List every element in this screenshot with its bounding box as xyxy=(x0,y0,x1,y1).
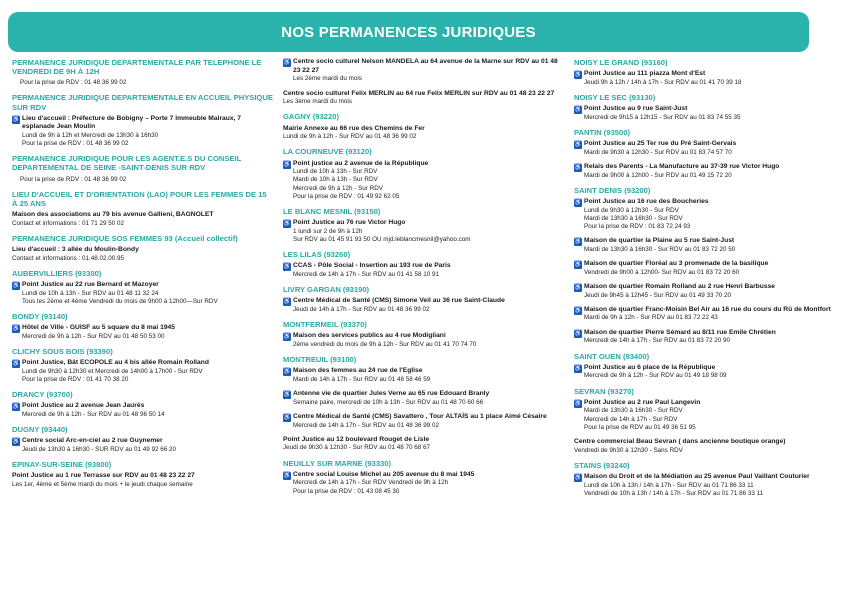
wheelchair-accessible-icon: ♿ xyxy=(12,404,20,411)
location-name: Point Justice au 22 rue Bernard et Mazoyer xyxy=(22,280,159,288)
section xyxy=(12,269,274,306)
location-entry xyxy=(283,471,565,496)
wheelchair-accessible-icon: ♿ xyxy=(283,392,291,399)
section-heading: PERMANENCE JURIDIQUE DEPARTEMENTALE PAR TELEPHONE LE VENDREDI DE 9H À 12H xyxy=(12,58,262,77)
schedule-line: 2ème vendredi du mois de 9h à 12h - Sur RDV au 01 41 70 74 70 xyxy=(293,340,477,348)
section-heading: PERMANENCE JURIDIQUE DEPARTEMENTALE EN ACCUEIL PHYSIQUE SUR RDV xyxy=(12,93,273,112)
section xyxy=(574,58,834,87)
location-name: Point justice au 2 avenue de la République xyxy=(293,159,429,167)
schedule-line: Contact et informations : 01 71 29 50 02 xyxy=(12,219,125,227)
section xyxy=(283,285,565,314)
schedule-line: Mercredi de 14h à 17h - Sur RDV au 01 48 36 99 02 xyxy=(293,421,439,429)
schedule-line: Pour la prise de RDV au 01 49 36 51 95 xyxy=(584,423,696,431)
schedule-line: Mardi de 13h30 à 16h30 - Sur RDV au 01 83 72 20 50 xyxy=(584,245,736,253)
location-name: Maison de quartier Romain Rolland au 2 rue Henri Barbusse xyxy=(584,282,776,290)
schedule-line: Jeudi de 13h30 à 16h30 - SUR RDV au 01 49 92 66 20 xyxy=(22,445,177,453)
section xyxy=(12,390,274,419)
location-entry xyxy=(574,237,834,254)
section-heading: DUGNY (93440) xyxy=(12,425,68,435)
section-heading: NEUILLY SUR MARNE (93330) xyxy=(283,458,392,468)
location-name: Relais des Parents - La Manufacture au 37-39 rue Victor Hugo xyxy=(584,162,780,170)
location-entry xyxy=(12,281,274,306)
wheelchair-accessible-icon: ♿ xyxy=(283,334,291,341)
location-entry xyxy=(283,390,565,407)
section xyxy=(283,147,565,201)
section xyxy=(12,154,274,183)
schedule-line: Pour la prise de RDV : 01 48 36 99 02 xyxy=(20,175,127,183)
section-heading: MONTFERMEIL (93370) xyxy=(283,320,367,330)
wheelchair-accessible-icon: ♿ xyxy=(12,282,20,289)
schedule-line: Lundi de 10h à 13h - Sur RDV xyxy=(293,168,378,176)
section-heading: GAGNY (93220) xyxy=(283,112,339,122)
schedule-line: Les 1er, 4ème et 5ème mardi du mois + le jeudi chaque semaine xyxy=(12,480,193,488)
location-entry xyxy=(12,472,274,489)
location-name: Point Justice au 1 rue Terrasse sur RDV au 01 48 23 22 27 xyxy=(12,472,195,480)
location-name: Centre socio culturel Nelson MANDELA au 64 avenue de la Marne sur RDV au 01 48 23 22 27 xyxy=(293,58,558,74)
location-entry xyxy=(12,211,274,228)
section-heading: AUBERVILLIERS (93300) xyxy=(12,268,102,278)
location-entry xyxy=(283,367,565,384)
section xyxy=(283,207,565,244)
section xyxy=(12,190,274,228)
schedule-line: Sur RDV au 01 45 91 93 50 OU mjd.leblancmesnil@yahoo.com xyxy=(293,235,471,243)
section-heading: PERMANENCE JURIDIQUE SOS FEMMES 93 (Accueil collectif) xyxy=(12,233,238,243)
location-name: Maison des femmes au 24 rue de l'Eglise xyxy=(293,367,423,375)
schedule-line: Vendredi de 9h00 à 12h00- Sur RDV au 01 83 72 20 60 xyxy=(584,268,740,276)
schedule-line: Mercredi de 9h à 12h - Sur RDV au 01 49 18 98 09 xyxy=(584,372,727,380)
schedule-line: Jeudi de 9h45 à 12h45 - Sur RDV au 01 49 33 70 20 xyxy=(584,291,732,299)
section xyxy=(574,387,834,455)
schedule-line: Lundi de 9h à 12h - Sur RDV au 01 48 36 99 02 xyxy=(283,133,417,141)
wheelchair-accessible-icon: ♿ xyxy=(574,284,582,291)
section-heading: EPINAY-SUR-SEINE (93800) xyxy=(12,460,112,470)
section xyxy=(283,250,565,279)
column-right xyxy=(574,58,834,504)
location-name: Point Justice au 9 rue Saint-Just xyxy=(584,105,688,113)
location-entry xyxy=(12,359,274,384)
location-entry xyxy=(574,306,834,323)
section xyxy=(283,58,565,106)
schedule-line: Lundi de 9h30 à 12h30 - Sur RDV xyxy=(584,206,679,214)
schedule-line: Mercredi de 9h à 12h - Sur RDV au 01 48 50 53 00 xyxy=(22,332,165,340)
wheelchair-accessible-icon: ♿ xyxy=(283,414,291,421)
section xyxy=(574,352,834,381)
wheelchair-accessible-icon: ♿ xyxy=(574,474,582,481)
location-name: Maison des services publics au 4 rue Modigliani xyxy=(293,332,446,340)
location-entry xyxy=(574,163,834,180)
schedule-line: Mercredi de 14h à 17h - Sur RDV xyxy=(584,415,678,423)
schedule-line: Pour la prise de RDV : 01 48 36 99 02 xyxy=(20,79,127,87)
location-entry xyxy=(574,283,834,300)
wheelchair-accessible-icon: ♿ xyxy=(574,199,582,206)
schedule-line: Les 2ème mardi du mois xyxy=(293,75,362,83)
location-entry xyxy=(283,413,565,430)
location-entry xyxy=(283,219,565,244)
section xyxy=(12,425,274,454)
schedule-line: Pour la prise de RDV : 01 41 70 38 20 xyxy=(22,375,129,383)
section-heading: CLICHY SOUS BOIS (93390) xyxy=(12,346,113,356)
schedule-line: Mercredi de 14h à 17h - Sur RDV au 01 41 58 10 91 xyxy=(293,270,439,278)
location-name: Maison de quartier Pierre Sémard au 8/11 rue Emile Chrétien xyxy=(584,328,776,336)
location-name: Point Justice au 2 rue Paul Langevin xyxy=(584,398,701,406)
schedule-line: Lundi de 9h à 12h et Mercredi de 13h30 à 16h30 xyxy=(22,132,159,140)
section-heading: LE BLANC MESNIL (93150) xyxy=(283,206,381,216)
location-entry xyxy=(574,198,834,231)
section xyxy=(574,128,834,180)
column-left xyxy=(12,58,274,495)
location-name: Maison du Droit et de la Médiation au 25 avenue Paul Vaillant Couturier xyxy=(584,472,810,480)
schedule-line: Semaine paire, mercredi de 10h à 13h - Sur RDV au 01 48 70 60 66 xyxy=(293,398,484,406)
location-name: Mairie Annexe au 66 rue des Chemins de Fer xyxy=(283,124,425,132)
location-entry xyxy=(283,262,565,279)
location-name: Point Justice au 2 avenue Jean Jaurès xyxy=(22,402,145,410)
wheelchair-accessible-icon: ♿ xyxy=(574,400,582,407)
section-heading: NOISY LE GRAND (93160) xyxy=(574,58,668,67)
schedule-line: Mercredi de 9h15 à 12h15 - Sur RDV au 01 83 74 55 35 xyxy=(584,113,741,121)
wheelchair-accessible-icon: ♿ xyxy=(12,326,20,333)
wheelchair-accessible-icon: ♿ xyxy=(283,299,291,306)
schedule-line: Mardi de 13h30 à 16h30 - Sur RDV xyxy=(584,407,683,415)
schedule-line: Lundi de 10h à 13h / 14h à 17h - Sur RDV au 01 71 86 33 11 xyxy=(584,481,754,489)
wheelchair-accessible-icon: ♿ xyxy=(574,239,582,246)
location-entry xyxy=(283,297,565,314)
location-name: Centre social Louise Michel au 205 avenue du 8 mai 1945 xyxy=(293,470,475,478)
wheelchair-accessible-icon: ♿ xyxy=(283,264,291,271)
section-heading: PANTIN (93500) xyxy=(574,127,630,137)
schedule-line: Mardi de 13h30 à 16h30 - Sur RDV xyxy=(584,214,683,222)
section xyxy=(283,355,565,453)
wheelchair-accessible-icon: ♿ xyxy=(283,60,291,66)
wheelchair-accessible-icon: ♿ xyxy=(574,365,582,372)
section-heading: LES LILAS (93260) xyxy=(283,250,351,260)
location-name: Lieu d'accueil : Préfecture de Bobigny – Porte 7 Immeuble Malraux, 7 esplanade Jean Moulin xyxy=(22,114,241,131)
schedule-line: Lundi de 9h30 à 12h30 et Mercredi de 14h00 à 17h00 - Sur RDV xyxy=(22,367,203,375)
location-name: Point Justice au 111 piazza Mont d'Est xyxy=(584,70,706,78)
wheelchair-accessible-icon: ♿ xyxy=(574,142,582,149)
schedule-line: Mercredi de 14h à 17h - Sur RDV Vendredi de 9h à 12h xyxy=(293,479,449,487)
wheelchair-accessible-icon: ♿ xyxy=(283,369,291,376)
page-title-banner xyxy=(8,12,809,52)
section-heading: LA COURNEUVE (93120) xyxy=(283,147,372,157)
wheelchair-accessible-icon: ♿ xyxy=(574,107,582,114)
section-heading: NOISY LE SEC (93130) xyxy=(574,92,656,102)
schedule-line: Mercredi de 9h à 12h - Sur RDV xyxy=(293,184,383,192)
location-entry xyxy=(283,160,565,201)
location-name: Hôtel de Ville - GUISF au 5 square du 8 mai 1945 xyxy=(22,324,175,332)
section-heading: PERMANENCE JURIDIQUE POUR LES AGENT.E.S DU CONSEIL DEPARTEMENTAL DE SEINE -SAINT-DENIS SUR RDV xyxy=(12,154,242,173)
wheelchair-accessible-icon: ♿ xyxy=(574,330,582,337)
location-entry xyxy=(12,79,274,87)
location-name: Maison des associations au 79 bis avenue Gallieni, BAGNOLET xyxy=(12,210,214,218)
location-entry xyxy=(12,115,274,149)
location-name: Point Justice au 12 boulevard Rouget de Lisle xyxy=(283,435,430,443)
section-heading: STAINS (93240) xyxy=(574,460,630,470)
section xyxy=(12,347,274,384)
schedule-line: Les 3ème mardi du mois xyxy=(283,98,352,106)
location-entry xyxy=(12,402,274,419)
schedule-line: Pour la prise de RDV : 01 48 36 99 02 xyxy=(22,140,129,148)
location-entry xyxy=(574,399,834,432)
section xyxy=(12,58,274,87)
schedule-line: Mercredi de 9h à 12h - Sur RDV au 01 48 96 50 14 xyxy=(22,410,165,418)
wheelchair-accessible-icon: ♿ xyxy=(574,262,582,269)
page-title: NOS PERMANENCES JURIDIQUES xyxy=(281,23,536,41)
location-entry xyxy=(12,246,274,263)
wheelchair-accessible-icon: ♿ xyxy=(574,72,582,79)
location-name: Antenne vie de quartier Jules Verne au 65 rue Edouard Branly xyxy=(293,390,490,398)
location-entry xyxy=(283,436,565,453)
schedule-line: Mercredi de 14h à 17h - Sur RDV au 01 83 72 20 90 xyxy=(584,337,730,345)
location-name: Point Justice au 25 Ter rue du Pré Saint-Gervais xyxy=(584,140,737,148)
section xyxy=(574,186,834,346)
location-entry xyxy=(574,438,834,455)
location-name: Point Justice au 6 place de la République xyxy=(584,363,716,371)
section-heading: SEVRAN (93270) xyxy=(574,386,634,396)
location-name: CCAS - Pôle Social - Insertion au 193 rue de Paris xyxy=(293,262,451,270)
location-entry xyxy=(574,140,834,157)
location-entry xyxy=(574,364,834,381)
wheelchair-accessible-icon: ♿ xyxy=(574,307,582,314)
schedule-line: Mardi de 10h à 13h - Sur RDV xyxy=(293,176,378,184)
location-entry xyxy=(574,260,834,277)
section xyxy=(12,234,274,263)
wheelchair-accessible-icon: ♿ xyxy=(283,221,291,228)
schedule-line: Jeudi de 14h à 17h - Sur RDV au 01 48 36 99 02 xyxy=(293,305,430,313)
location-entry xyxy=(574,329,834,346)
section xyxy=(283,112,565,141)
schedule-line: 1 lundi sur 2 de 9h à 12h xyxy=(293,227,363,235)
section xyxy=(574,93,834,122)
schedule-line: Lundi de 10h à 13h - Sur RDV au 01 48 11 32 24 xyxy=(22,289,159,297)
location-name: Lieu d'accueil : 3 allée du Moulin-Bondy xyxy=(12,245,139,253)
section-heading: SAINT DENIS (93200) xyxy=(574,185,651,195)
schedule-line: Mardi de 9h00 à 12h00 - Sur RDV au 01 49 15 72 20 xyxy=(584,171,732,179)
wheelchair-accessible-icon: ♿ xyxy=(283,472,291,479)
wheelchair-accessible-icon: ♿ xyxy=(283,161,291,168)
schedule-line: Mardi de 9h à 12h - Sur RDV au 01 83 72 22 43 xyxy=(584,314,718,322)
location-entry xyxy=(574,473,834,498)
location-name: Maison de quartier la Plaine au 5 rue Saint-Just xyxy=(584,237,735,245)
schedule-line: Jeudi de 9h30 à 12h30 - Sur RDV au 01 48 70 68 67 xyxy=(283,444,431,452)
location-name: Centre Médical de Santé (CMS) Savattero , Tour ALTAÏS au 1 place Aimé Césaire xyxy=(293,412,547,420)
section-heading: BONDY (93140) xyxy=(12,311,68,321)
schedule-line: Tous les 2ème et 4ème Vendredi du mois de 9h00 à 12h00—Sur RDV xyxy=(22,297,218,305)
schedule-line: Pour la prise de RDV : 01 43 08 45 30 xyxy=(293,487,400,495)
location-name: Centre socio culturel Felix MERLIN au 64 rue Felix MERLIN sur RDV au 01 48 23 22 27 xyxy=(283,89,555,97)
schedule-line: Vendredi de 10h à 13h / 14h à 17h - Sur RDV au 01 71 86 33 11 xyxy=(584,489,764,497)
location-entry xyxy=(574,105,834,122)
section-heading: LIVRY GARGAN (93190) xyxy=(283,285,370,295)
location-entry xyxy=(283,125,565,142)
section xyxy=(283,459,565,496)
section xyxy=(12,93,274,148)
location-entry xyxy=(283,58,565,84)
location-entry xyxy=(12,437,274,454)
wheelchair-accessible-icon: ♿ xyxy=(12,439,20,446)
location-name: Centre Médical de Santé (CMS) Simone Veil au 36 rue Saint-Claude xyxy=(293,297,505,305)
location-name: Point Justice au 76 rue Victor Hugo xyxy=(293,219,406,227)
schedule-line: Contact et informations : 01.48.02.00.95 xyxy=(12,254,125,262)
location-entry xyxy=(574,70,834,87)
location-entry xyxy=(12,176,274,184)
section-heading: DRANCY (93700) xyxy=(12,390,73,400)
schedule-line: Jeudi 9h à 12h / 14h à 17h - Sur RDV au 01 41 70 39 18 xyxy=(584,78,742,86)
section-heading: MONTREUIL (93100) xyxy=(283,355,357,365)
location-name: Point Justice, Bât ECOPOLE au 4 bis allée Romain Rolland xyxy=(22,359,209,367)
location-entry xyxy=(12,324,274,341)
wheelchair-accessible-icon: ♿ xyxy=(574,164,582,171)
column-middle xyxy=(283,58,565,502)
section-heading: LIEU D'ACCUEIL ET D'ORIENTATION (LAO) POUR LES FEMMES DE 15 À 25 ANS xyxy=(12,189,267,208)
location-name: Centre social Arc-en-ciel au 2 rue Guynemer xyxy=(22,437,163,445)
section xyxy=(12,312,274,341)
section-heading: SAINT OUEN (93400) xyxy=(574,351,650,361)
location-entry xyxy=(283,332,565,349)
wheelchair-accessible-icon: ♿ xyxy=(12,116,20,123)
schedule-line: Pour la prise de RDV : 01 83 72 24 93 xyxy=(584,222,691,230)
section xyxy=(283,320,565,349)
schedule-line: Mardi de 9h30 à 12h30 - Sur RDV au 01 83 74 57 70 xyxy=(584,148,732,156)
location-name: Point Justice au 16 rue des Boucheries xyxy=(584,197,709,205)
section xyxy=(574,461,834,498)
schedule-line: Pour la prise de RDV : 01 49 92 62 05 xyxy=(293,192,400,200)
location-entry xyxy=(283,90,565,107)
schedule-line: Vendredi de 9h30 à 12h30 - Sans RDV xyxy=(574,446,683,454)
schedule-line: Mardi de 14h à 17h - Sur RDV au 01 48 58 46 59 xyxy=(293,375,431,383)
wheelchair-accessible-icon: ♿ xyxy=(12,361,20,368)
location-name: Maison de quartier Floréal au 3 promenade de la basilique xyxy=(584,260,769,268)
location-name: Maison de quartier Franc-Moisin Bel Air au 16 rue du cours du Rû de Montfort xyxy=(584,305,831,313)
section xyxy=(12,460,274,489)
location-name: Centre commercial Beau Sevran ( dans ancienne boutique orange) xyxy=(574,437,786,445)
